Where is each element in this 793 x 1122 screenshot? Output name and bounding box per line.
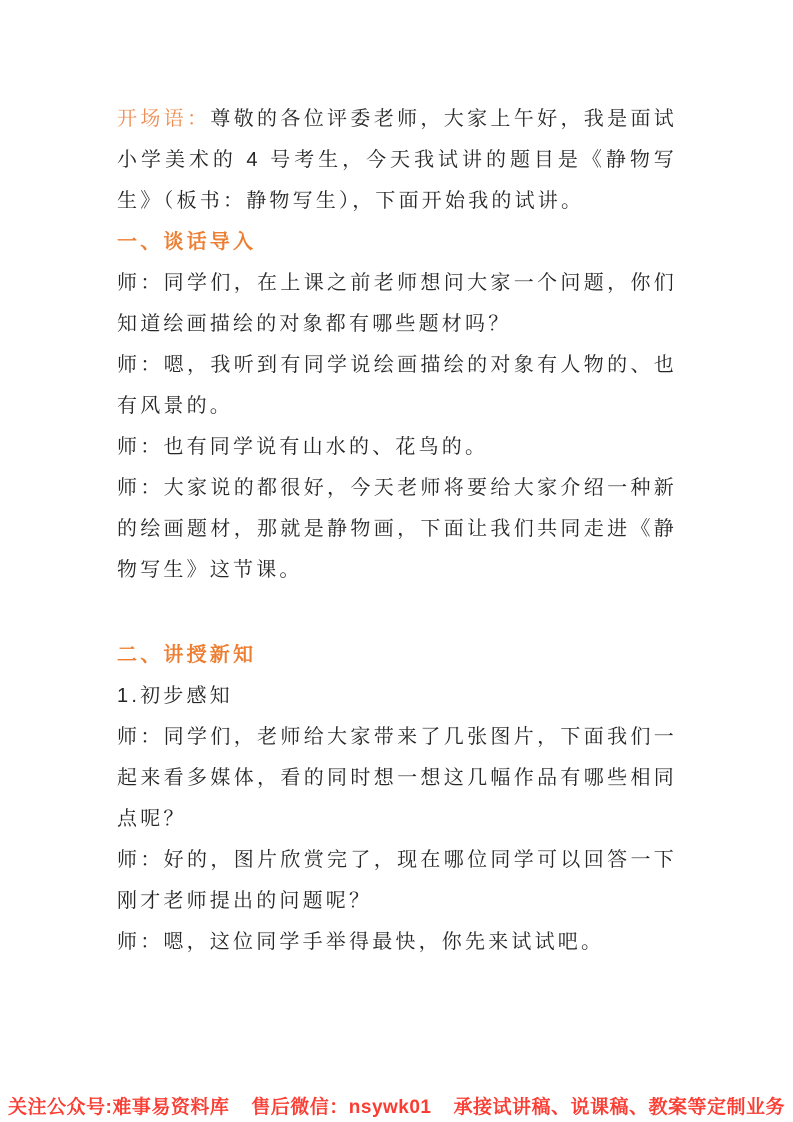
- footer-services: 承接试讲稿、说课稿、教案等定制业务: [453, 1097, 785, 1118]
- footer-wechat-official-account: 关注公众号:难事易资料库: [8, 1097, 230, 1118]
- dialogue-paragraph: 师：好的，图片欣赏完了，现在哪位同学可以回答一下刚才老师提出的问题呢？: [117, 849, 677, 912]
- section-heading-intro: 一、谈话导入: [117, 231, 257, 253]
- subsection-title: 1.初步感知: [117, 685, 233, 707]
- opening-text: 尊敬的各位评委老师，大家上午好，我是面试小学美术的 4 号考生，今天我试讲的题目是《静物写生》（板书：静物写生），下面开始我的试讲。: [117, 108, 677, 212]
- opening-paragraph: [117, 99, 677, 222]
- dialogue-paragraph: 师：同学们，老师给大家带来了几张图片，下面我们一起来看多媒体，看的同时想一想这几幅作品有哪些相同点呢？: [117, 726, 677, 830]
- dialogue-paragraph: 师：同学们，在上课之前老师想问大家一个问题，你们知道绘画描绘的对象都有哪些题材吗？: [117, 272, 677, 335]
- footer-aftersale-wechat: 售后微信：nsywk01: [251, 1097, 432, 1118]
- document-content: [117, 99, 677, 963]
- dialogue-paragraph: 师：嗯，这位同学手举得最快，你先来试试吧。: [117, 931, 605, 953]
- dialogue-paragraph: 师：也有同学说有山水的、花鸟的。: [117, 436, 489, 458]
- dialogue-paragraph: 师：嗯，我听到有同学说绘画描绘的对象有人物的、也有风景的。: [117, 354, 677, 417]
- dialogue-paragraph: 师：大家说的都很好，今天老师将要给大家介绍一种新的绘画题材，那就是静物画，下面让我们共同走进《静物写生》这节课。: [117, 477, 677, 581]
- section-heading-new-knowledge: 二、讲授新知: [117, 644, 257, 666]
- promo-footer: [0, 1092, 793, 1119]
- opening-label: 开场语：: [117, 108, 211, 130]
